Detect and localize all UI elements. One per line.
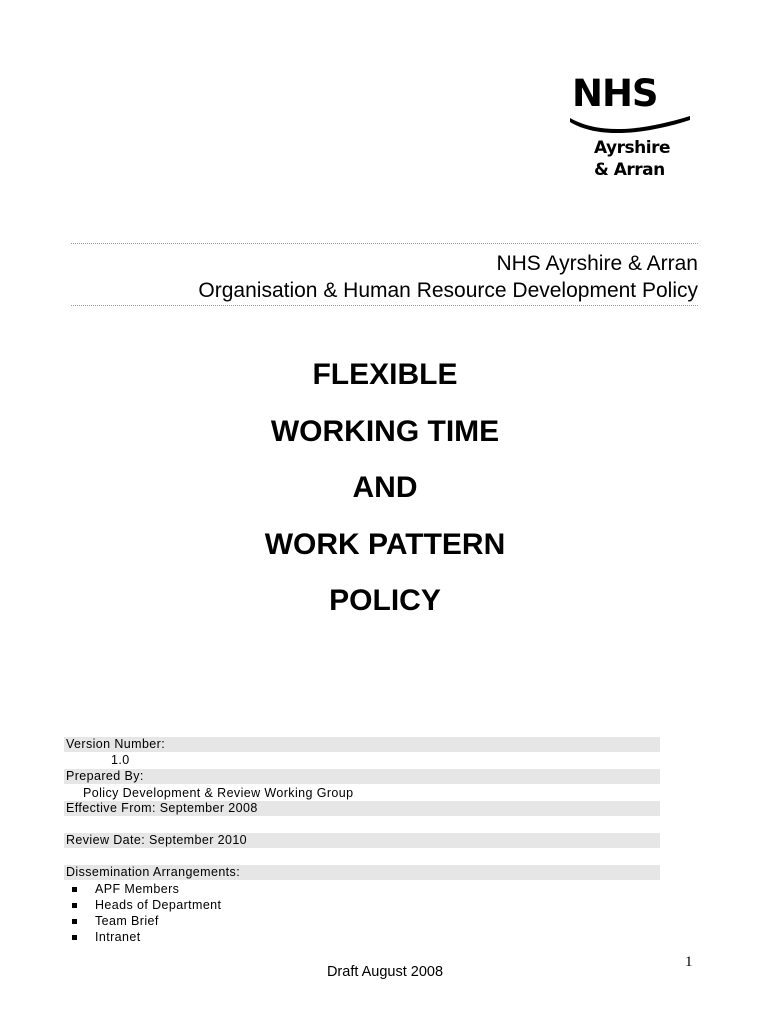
list-item: Team Brief [95, 914, 159, 928]
bullet-icon [72, 903, 77, 908]
bullet-icon [72, 935, 77, 940]
page-number: 1 [685, 954, 693, 970]
title-line-5: POLICY [329, 584, 441, 617]
header-organisation: NHS Ayrshire & Arran [496, 252, 698, 275]
header-policy-type: Organisation & Human Resource Development Policy [198, 279, 698, 302]
title-line-1: FLEXIBLE [312, 358, 458, 391]
bullet-icon [72, 919, 77, 924]
draft-label: Draft August 2008 [326, 964, 444, 980]
logo-region-line2: & Arran [594, 160, 665, 180]
prepared-value: Policy Development & Review Working Group [83, 786, 354, 800]
list-item: Heads of Department [95, 898, 222, 912]
bullet-icon [72, 887, 77, 892]
swoosh-icon [568, 114, 692, 134]
title-line-2: WORKING TIME [270, 415, 500, 448]
version-value: 1.0 [111, 753, 130, 767]
logo-region-line1: Ayrshire [594, 138, 670, 158]
effective-date: Effective From: September 2008 [66, 801, 258, 815]
title-line-3: AND [352, 471, 418, 504]
logo-brand: NHS [572, 72, 658, 115]
list-item: APF Members [95, 882, 180, 896]
nhs-logo [566, 74, 696, 184]
title-line-4: WORK PATTERN [264, 528, 506, 561]
review-date: Review Date: September 2010 [66, 833, 248, 847]
prepared-label: Prepared By: [66, 769, 144, 783]
list-item: Intranet [95, 930, 141, 944]
version-label: Version Number: [66, 737, 166, 751]
prepared-bar [64, 769, 660, 784]
header-top-rule [71, 243, 698, 244]
header-bottom-rule [71, 305, 698, 306]
dissemination-label: Dissemination Arrangements: [66, 865, 241, 879]
